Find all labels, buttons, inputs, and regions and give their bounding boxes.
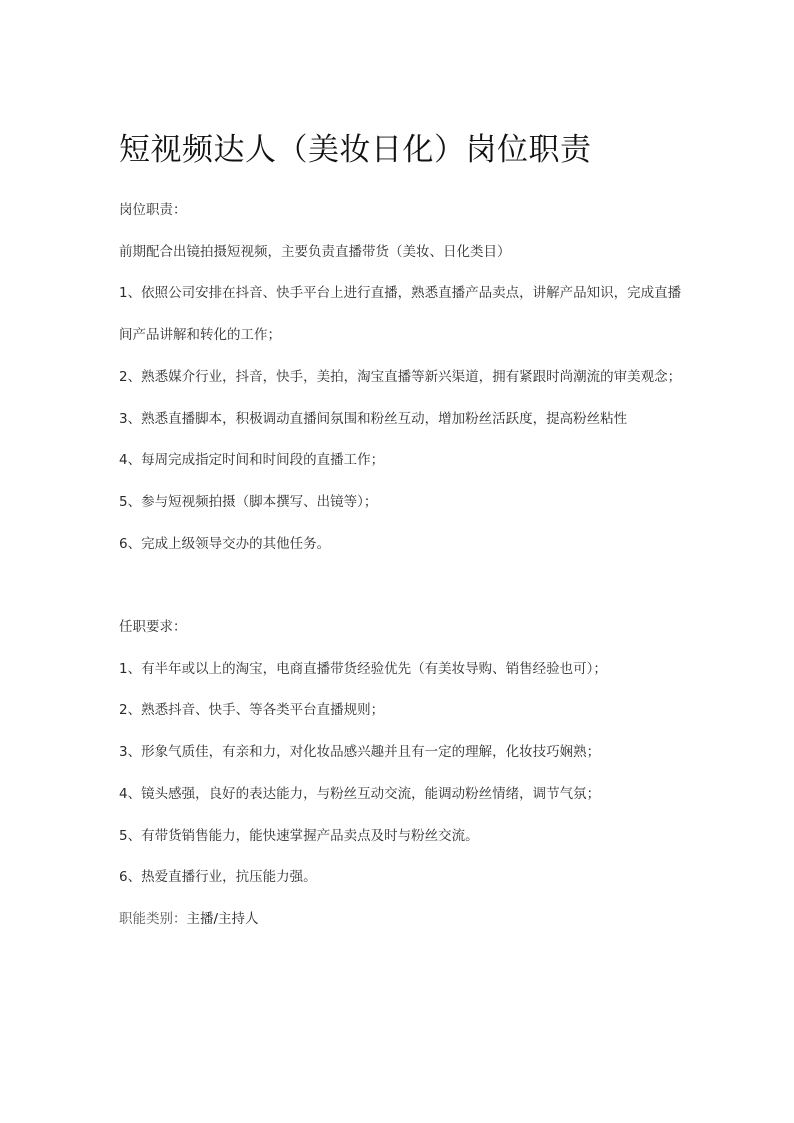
requirement-item: 6、热爱直播行业，抗压能力强。 xyxy=(119,869,317,886)
page-title: 短视频达人（美妆日化）岗位职责 xyxy=(119,132,592,168)
duty-item: 3、熟悉直播脚本，积极调动直播间氛围和粉丝互动，增加粉丝活跃度，提高粉丝粘性 xyxy=(119,410,628,427)
document-body xyxy=(119,190,685,941)
requirement-item: 5、有带货销售能力，能快速掌握产品卖点及时与粉丝交流。 xyxy=(119,827,479,844)
duty-item: 2、熟悉媒介行业，抖音，快手，美拍，淘宝直播等新兴渠道，拥有紧跟时尚潮流的审美观念； xyxy=(119,368,682,385)
requirement-item: 1、有半年或以上的淘宝，电商直播带货经验优先（有美妆导购、销售经验也可）； xyxy=(119,660,607,677)
duties-intro: 前期配合出镜拍摄短视频，主要负责直播带货（美妆、日化类目） xyxy=(119,243,511,260)
duty-item: 6、完成上级领导交办的其他任务。 xyxy=(119,535,331,552)
job-category-label: 职能类别： xyxy=(119,910,187,927)
duties-heading: 岗位职责： xyxy=(119,202,187,218)
job-category-value: 主播/主持人 xyxy=(186,910,259,927)
duty-item: 4、每周完成指定时间和时间段的直播工作； xyxy=(119,452,385,469)
requirement-item: 2、熟悉抖音、快手、等各类平台直播规则； xyxy=(119,702,385,719)
duty-item: 5、参与短视频拍摄（脚本撰写、出镜等）； xyxy=(119,493,378,510)
job-category xyxy=(119,899,685,941)
requirement-item: 4、镜头感强，良好的表达能力，与粉丝互动交流，能调动粉丝情绪，调节气氛； xyxy=(119,785,601,802)
duty-item: 1、依照公司安排在抖音、快手平台上进行直播，熟悉直播产品卖点，讲解产品知识，完成直播间产品讲解和转化的工作； xyxy=(119,285,682,344)
requirement-item: 3、形象气质佳，有亲和力，对化妆品感兴趣并且有一定的理解，化妆技巧娴熟； xyxy=(119,744,601,761)
requirements-heading: 任职要求： xyxy=(119,619,187,636)
spacer xyxy=(119,565,685,607)
